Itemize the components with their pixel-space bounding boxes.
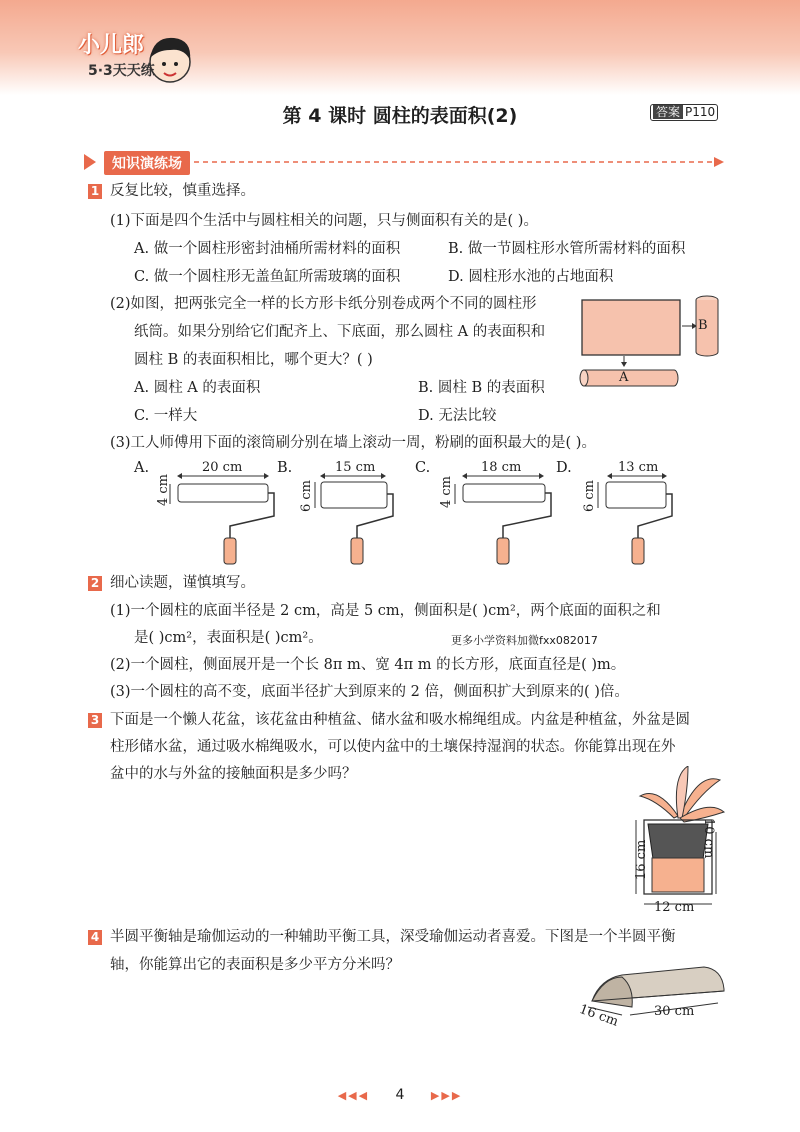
q1-part3: (3)工人师傅用下面的滚筒刷分别在墙上滚动一周，粉刷的面积最大的是( )。 [110,435,596,451]
prev-arrows: ◀◀◀ [337,1089,370,1102]
roller-b-length: 15 cm [335,460,376,475]
roller-a [134,458,294,568]
answer-label: 答案 [653,105,683,119]
roller-a-option: A. [134,460,150,476]
q2-part1-line1: (1)一个圆柱的底面半径是 2 cm，高是 5 cm，侧面积是( )cm²，两个底面的面积之和 [110,603,661,619]
roller-b-diameter: 6 cm [299,479,314,512]
q2-part2: (2)一个圆柱，侧面展开是一个长 8π m、宽 4π m 的长方形，底面直径是( )m。 [110,657,626,673]
q1-2-option-b: B. 圆柱 B 的表面积 [418,380,545,396]
q1-2-option-a: A. 圆柱 A 的表面积 [134,380,261,396]
q1-part1: (1)下面是四个生活中与圆柱相关的问题，只与侧面积有关的是( )。 [110,213,538,229]
page-number: 4 [395,1087,405,1103]
q1-stem: 反复比较，慎重选择。 [110,183,255,199]
q2-part3: (3)一个圆柱的高不变，底面半径扩大到原来的 2 倍，侧面积扩大到原来的( )倍。 [110,684,629,700]
page-footer [0,1087,800,1103]
cylinder-b-label: B [698,318,708,333]
q1-1-option-c: C. 做一个圆柱形无盖鱼缸所需玻璃的面积 [134,269,401,285]
q3-line3: 盆中的水与外盆的接触面积是多少吗？ [110,766,357,782]
question-2-number: 2 [88,576,102,591]
roller-d-diameter: 6 cm [582,479,597,512]
next-arrows: ▶▶▶ [430,1089,463,1102]
cylinder-a-label: A [619,370,629,385]
question-1-number: 1 [88,184,102,199]
q1-1-option-a: A. 做一个圆柱形密封油桶所需材料的面积 [134,241,401,257]
roller-c-option: C. [415,460,431,476]
roller-c [415,458,575,568]
roller-b [277,458,437,568]
q1-2-option-d: D. 无法比较 [418,408,497,424]
watermark-note: 更多小学资料加微fxx082017 [451,634,598,647]
question-3-number: 3 [88,713,102,728]
q1-part2-line2: 纸筒。如果分别给它们配齐上、下底面，那么圆柱 A 的表面积和 [134,324,546,340]
q1-1-option-d: D. 圆柱形水池的占地面积 [448,269,614,285]
lesson-title: 第 4 课时 圆柱的表面积(2) [282,105,518,127]
dim-outer-height: 16 cm [634,839,649,880]
q1-2-option-c: C. 一样大 [134,408,198,424]
q4-line2: 轴，你能算出它的表面积是多少平方分米吗？ [110,957,400,973]
dim-water-height: 10 cm [701,818,716,859]
dim-axis-length: 30 cm [654,1004,695,1019]
q1-part2-line3: 圆柱 B 的表面积相比，哪个更大？( ) [134,352,373,368]
series-name: 5·3天天练 [88,63,155,79]
roller-d [556,458,716,568]
question-4-number: 4 [88,930,102,945]
roller-c-length: 18 cm [481,460,522,475]
brand-title: 小儿郎 [78,33,145,58]
q2-part1-line2: 是( )cm²，表面积是( )cm²。 [134,630,323,646]
section-label: 知识演练场 [104,151,190,175]
q1-1-option-b: B. 做一节圆柱形水管所需材料的面积 [448,241,686,257]
roller-b-option: B. [277,460,293,476]
q1-part2-line1: (2)如图，把两张完全一样的长方形卡纸分别卷成两个不同的圆柱形 [110,296,537,312]
answer-page: P110 [685,105,716,119]
roller-d-option: D. [556,460,572,476]
q2-stem: 细心读题，谨慎填写。 [110,575,255,591]
dim-axis-width: 16 cm [577,1001,621,1030]
roller-a-diameter: 4 cm [156,473,171,506]
roller-c-diameter: 4 cm [439,475,454,508]
roller-a-length: 20 cm [202,460,243,475]
dim-pot-width: 12 cm [654,900,695,915]
q4-line1: 半圆平衡轴是瑜伽运动的一种辅助平衡工具，深受瑜伽运动者喜爱。下图是一个半圆平衡 [110,929,676,945]
paper-cylinders-figure [570,292,730,392]
q3-line2: 柱形储水盆，通过吸水棉绳吸水，可以使内盆中的土壤保持湿润的状态。你能算出现在外 [110,739,676,755]
q3-line1: 下面是一个懒人花盆，该花盆由种植盆、储水盆和吸水棉绳组成。内盆是种植盆，外盆是圆 [110,712,690,728]
answer-reference [650,104,718,121]
roller-d-length: 13 cm [618,460,659,475]
